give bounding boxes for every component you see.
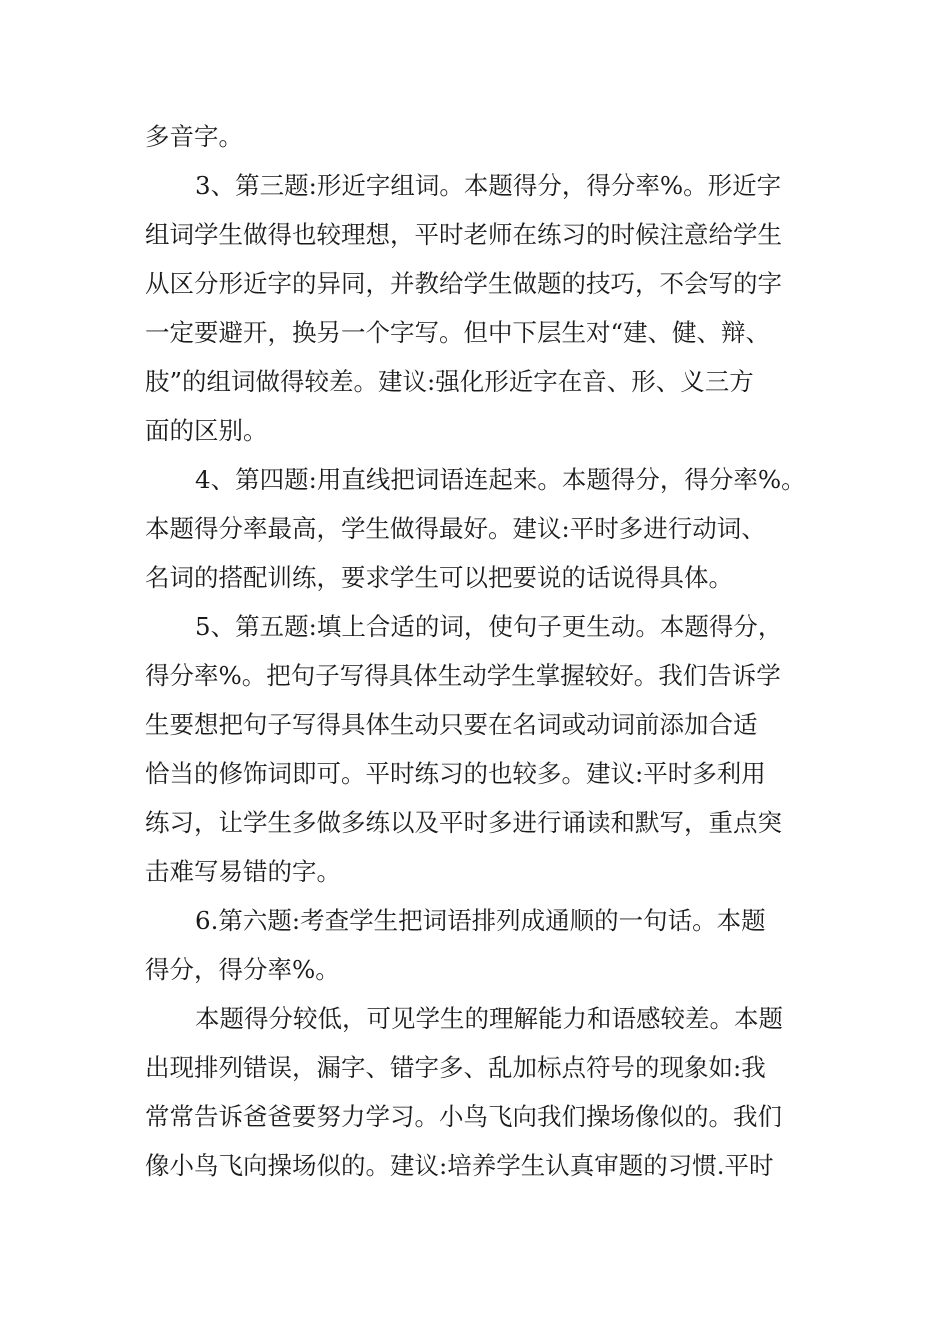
text-line: 得分，得分率%。 [145,955,340,984]
text-line: 本题得分较低，可见学生的理解能力和语感较差。本题 [195,1004,783,1033]
document-body [145,112,825,1190]
text-line: 名词的搭配训练，要求学生可以把要说的话说得具体。 [145,563,733,592]
text-line: 5、第五题:填上合适的词，使句子更生动。本题得分， [195,612,783,641]
text-line: 面的区别。 [145,416,268,445]
text-line: 得分率%。把句子写得具体生动学生掌握较好。我们告诉学 [145,661,781,690]
text-line: 组词学生做得也较理想，平时老师在练习的时候注意给学生 [145,220,782,249]
text-line: 生要想把句子写得具体生动只要在名词或动词前添加合适 [145,710,758,739]
text-line: 3、第三题:形近字组词。本题得分，得分率%。形近字 [195,171,782,200]
text-line: 恰当的修饰词即可。平时练习的也较多。建议:平时多利用 [145,759,766,788]
text-line: 6.第六题:考查学生把词语排列成通顺的一句话。本题 [195,906,766,935]
text-line: 一定要避开，换另一个字写。但中下层生对“建、健、辩、 [145,318,771,347]
text-line: 击难写易错的字。 [145,857,341,886]
text-line: 多音字。 [145,122,243,151]
text-line: 肢”的组词做得较差。建议:强化形近字在音、形、义三方 [145,367,754,396]
text-line: 像小鸟飞向操场似的。建议:培养学生认真审题的习惯.平时 [145,1151,774,1180]
text-line: 练习，让学生多做多练以及平时多进行诵读和默写，重点突 [145,808,782,837]
text-line: 出现排列错误，漏字、错字多、乱加标点符号的现象如:我 [145,1053,766,1082]
text-line: 从区分形近字的异同，并教给学生做题的技巧，不会写的字 [145,269,782,298]
text-line: 4、第四题:用直线把词语连起来。本题得分，得分率%。 [195,465,806,494]
text-line: 常常告诉爸爸要努力学习。小鸟飞向我们操场像似的。我们 [145,1102,782,1131]
text-line: 本题得分率最高，学生做得最好。建议:平时多进行动词、 [145,514,766,543]
